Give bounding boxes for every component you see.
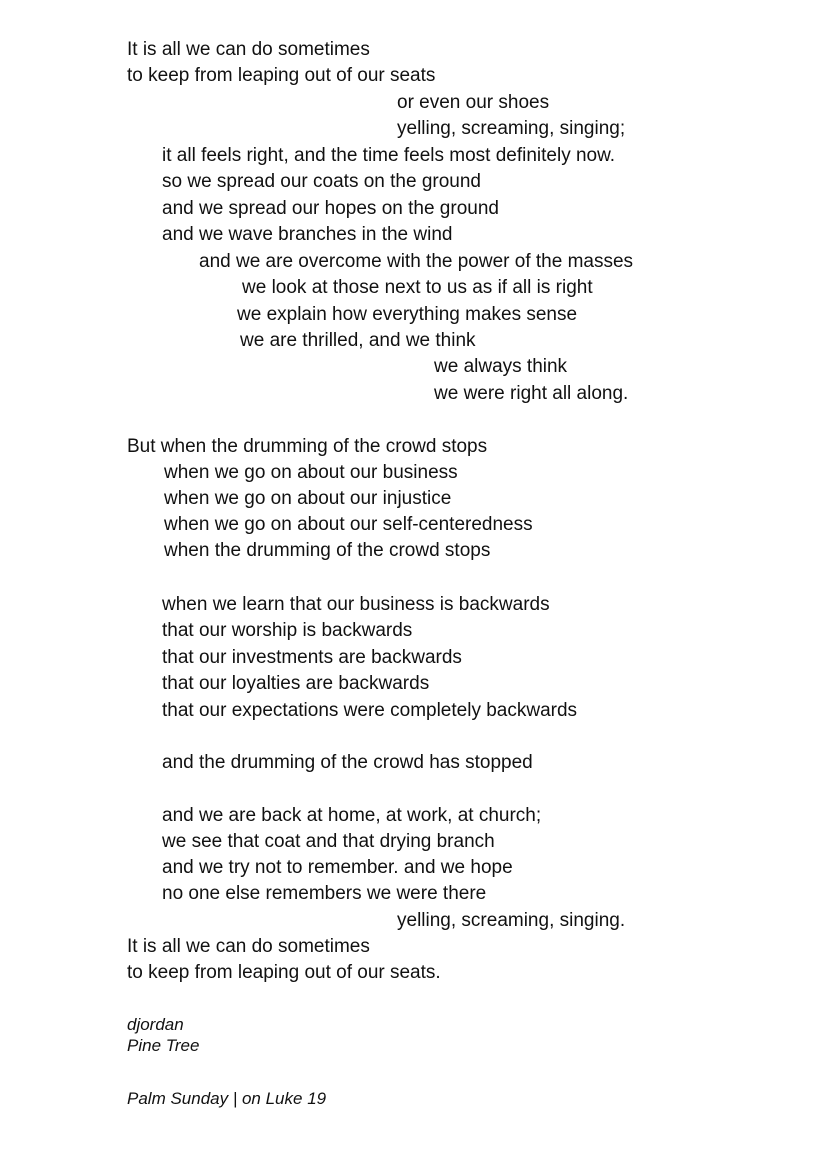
poem-line: and we are overcome with the power of the masses bbox=[199, 251, 634, 272]
poem-line: when the drumming of the crowd stops bbox=[164, 540, 491, 561]
poem-line: and we wave branches in the wind bbox=[162, 224, 453, 245]
poem-line: to keep from leaping out of our seats. bbox=[127, 962, 441, 983]
poem-line: and we try not to remember. and we hope bbox=[162, 857, 513, 878]
poem-line: when we go on about our injustice bbox=[164, 488, 452, 509]
poem-line: But when the drumming of the crowd stops bbox=[127, 436, 488, 457]
poem-line: we are thrilled, and we think bbox=[240, 330, 476, 351]
poem-line: it all feels right, and the time feels most definitely now. bbox=[162, 145, 616, 166]
poem-line: we explain how everything makes sense bbox=[237, 304, 578, 325]
poem-line: when we learn that our business is backwards bbox=[162, 594, 550, 615]
poem-line: that our worship is backwards bbox=[162, 620, 413, 641]
poem-line: so we spread our coats on the ground bbox=[162, 171, 481, 192]
poem-line: that our investments are backwards bbox=[162, 647, 462, 668]
author-place: Pine Tree bbox=[127, 1036, 200, 1055]
poem-line: and we are back at home, at work, at church; bbox=[162, 805, 542, 826]
poem-line: yelling, screaming, singing. bbox=[397, 910, 626, 931]
poem-line: no one else remembers we were there bbox=[162, 883, 487, 904]
poem-line: we see that coat and that drying branch bbox=[162, 831, 495, 852]
poem-line: and we spread our hopes on the ground bbox=[162, 198, 499, 219]
poem-line: when we go on about our self-centeredness bbox=[164, 514, 533, 535]
occasion-note: Palm Sunday | on Luke 19 bbox=[127, 1089, 327, 1108]
poem-line: we look at those next to us as if all is right bbox=[242, 277, 593, 298]
poem-line: to keep from leaping out of our seats bbox=[127, 65, 436, 86]
poem-line: that our loyalties are backwards bbox=[162, 673, 430, 694]
author-name: djordan bbox=[127, 1015, 184, 1034]
poem-line: we always think bbox=[434, 356, 568, 377]
poem-line: we were right all along. bbox=[434, 383, 629, 404]
poem-line: that our expectations were completely backwards bbox=[162, 700, 578, 721]
poem-line: and the drumming of the crowd has stopped bbox=[162, 752, 533, 773]
poem-line: It is all we can do sometimes bbox=[127, 39, 370, 60]
poem-line: yelling, screaming, singing; bbox=[397, 118, 626, 139]
poem-line: It is all we can do sometimes bbox=[127, 936, 370, 957]
poem-line: when we go on about our business bbox=[164, 462, 458, 483]
poem-line: or even our shoes bbox=[397, 92, 550, 113]
